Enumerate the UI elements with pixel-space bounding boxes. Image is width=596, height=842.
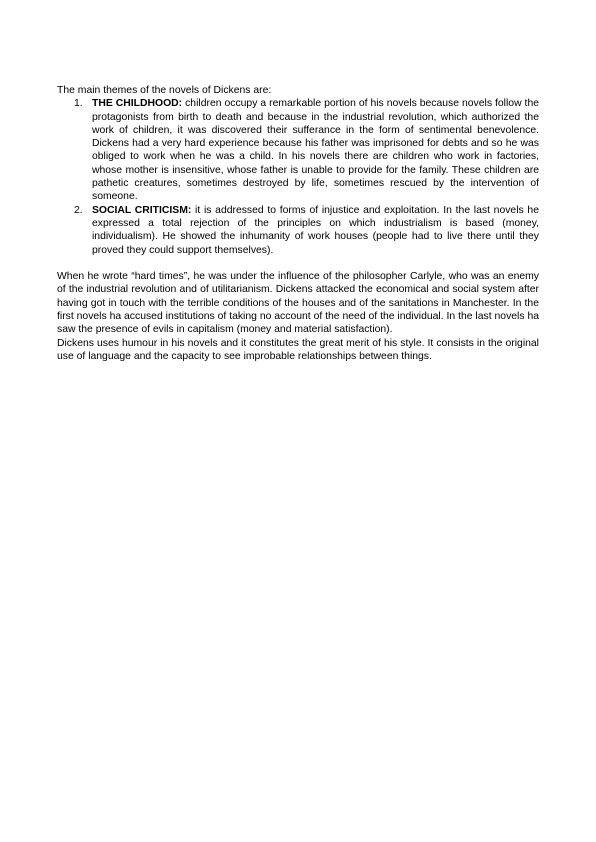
list-number: 1.	[74, 98, 83, 110]
theme-title: THE CHILDHOOD:	[92, 98, 183, 110]
theme-text: children occupy a remarkable portion of his novels because novels follow the protagonists from birth to death and because in the industrial revolution, which authorized the work of children, it was discovered their sufferance in the form of sentimental benevolence. Dickens had a very hard experience because his father was imprisoned for debts and so he was obliged to work when he was a child. In his novels there are children who work in factories, whose mother is insensitive, whose father is unable to provide for the family. These children are pathetic creatures, sometimes destroyed by life, sometimes rescued by the intervention of someone.	[92, 98, 539, 203]
intro-line: The main themes of the novels of Dickens are:	[57, 85, 272, 96]
themes-list	[57, 97, 539, 257]
paragraph-spacer	[57, 257, 539, 270]
paragraph-carlyle: When he wrote “hard times”, he was under the influence of the philosopher Carlyle, who was an enemy of the industrial revolution and of utilitarianism. Dickens attacked the economical and social system after having got in touch with the terrible conditions of the houses and of the sanitations in Manchester. In the first novels ha accused institutions of taking no account of the need of the individual. In the last novels ha saw the presence of evils in capitalism (money and material satisfaction).	[57, 271, 539, 336]
theme-title: SOCIAL CRITICISM:	[92, 204, 192, 216]
theme-text: it is addressed to forms of injustice and exploitation. In the last novels he expressed a total rejection of the principles on which industrialism is based (money, individualism). He showed the inhumanity of work houses (people had to live there until they proved they could support themselves).	[92, 204, 539, 256]
document-page	[57, 84, 539, 363]
paragraph-humour: Dickens uses humour in his novels and it constitutes the great merit of his style. It consists in the original use of language and the capacity to see improbable relationships between things.	[57, 337, 539, 362]
theme-item-social-criticism	[57, 204, 539, 257]
list-number: 2.	[74, 204, 83, 216]
theme-item-childhood	[57, 97, 539, 203]
